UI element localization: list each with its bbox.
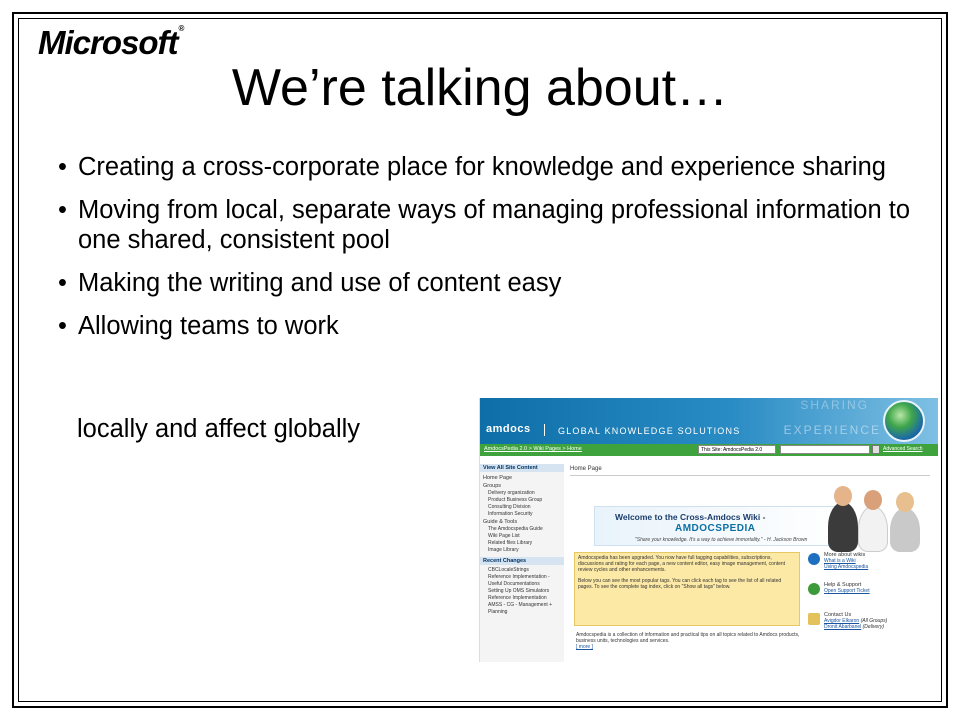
- amdocs-logo: amdocs: [486, 423, 531, 435]
- sidebar-item[interactable]: Information Security: [488, 511, 533, 517]
- person-head: [834, 486, 852, 506]
- microsoft-logo: [38, 24, 183, 62]
- contact-role: (All Groups): [860, 618, 888, 624]
- wiki-main-content: [570, 466, 935, 662]
- sidebar-item[interactable]: Reference Implementation: [488, 595, 547, 601]
- sidebar-item[interactable]: CBCLocaleStrings: [488, 567, 529, 573]
- person-head: [864, 490, 882, 510]
- breadcrumb[interactable]: AmdocsPedia 2.0 > Wiki Pages > Home: [484, 446, 582, 452]
- person-figure: [858, 506, 888, 552]
- welcome-title: Welcome to the Cross-Amdocs Wiki -: [615, 512, 766, 522]
- wiki-nav-bar: [480, 444, 938, 456]
- sidebar-home-page[interactable]: Home Page: [483, 475, 513, 481]
- sidebar-view-all[interactable]: View All Site Content: [480, 464, 564, 472]
- help-title: Help & Support: [824, 582, 862, 588]
- right-column: [806, 552, 931, 642]
- bullet-item: • Creating a cross-corporate place for knowledge and experience sharing: [58, 152, 938, 182]
- person-head: [896, 492, 914, 512]
- sidebar-item[interactable]: Delivery organization: [488, 490, 535, 496]
- sidebar-item[interactable]: Setting Up OMS Simulators: [488, 588, 550, 594]
- sidebar-recent-label[interactable]: Recent Changes: [480, 557, 564, 565]
- support-ticket-link[interactable]: Open Support Ticket: [824, 588, 870, 594]
- notice-text: Amdocspedia has been upgraded. You now have full tagging capabilities, subscriptions, discussions and rating for each page, a new content editor, easy image management, content review cycles and other enhancements.: [578, 555, 786, 574]
- contact-name[interactable]: Avigdor Elkaron: [824, 618, 860, 624]
- tags-text: Below you can see the most popular tags. You can click each tag to see the list of all related pages. To see the complete tag index, click on "Show all tags" below.: [578, 577, 782, 590]
- bullet-continuation: locally and affect globally: [77, 415, 361, 443]
- more-link[interactable]: [ more ]: [576, 644, 593, 651]
- banner-watermark-top: SHARING: [800, 398, 869, 412]
- help-block: [806, 582, 931, 604]
- sidebar-groups-label[interactable]: Groups: [483, 483, 502, 489]
- sidebar-item[interactable]: Related files Library: [488, 540, 533, 546]
- upgrade-notice: [574, 552, 800, 626]
- logo-registered-mark: ®: [178, 24, 184, 33]
- sidebar-item[interactable]: Image Library: [488, 547, 519, 553]
- bullet-item: • Making the writing and use of content easy: [58, 268, 938, 298]
- search-input[interactable]: [780, 445, 870, 454]
- info-icon: [808, 553, 820, 565]
- welcome-name: AMDOCSPEDIA: [675, 523, 756, 534]
- sidebar-item[interactable]: Reference Implementation - Useful Documentations: [488, 574, 550, 587]
- welcome-quote: "Share your knowledge. It's a way to achieve immortality." - H. Jackson Brown: [635, 537, 808, 543]
- wiki-banner: [480, 398, 938, 444]
- sidebar-item[interactable]: The Amdocspedia Guide: [488, 526, 543, 532]
- sidebar-item[interactable]: Wiki Page List: [488, 533, 520, 539]
- bullet-list: [58, 152, 938, 354]
- help-person-icon: [808, 583, 820, 595]
- people-photo: [822, 476, 930, 554]
- wiki-screenshot: [479, 398, 938, 662]
- globe-icon: [883, 400, 925, 442]
- wiki-sidebar: [480, 464, 564, 662]
- sidebar-item[interactable]: Product Business Group: [488, 497, 543, 503]
- wikis-block: [806, 552, 931, 574]
- logo-text: Microsoft: [38, 24, 178, 61]
- contact-name[interactable]: Dronit Abarbanel: [824, 624, 862, 630]
- sidebar-item[interactable]: AMSS - CG - Management + Planning: [488, 602, 553, 615]
- main-page-label: Home Page: [570, 466, 930, 476]
- what-is-wiki-link[interactable]: What is a Wiki: [824, 558, 856, 564]
- about-paragraph: Amdocspedia is a collection of information and practical tips on all topics related to Amdocs products, business units, technologies and services.: [576, 632, 800, 645]
- contact-card-icon: [808, 613, 820, 625]
- bullet-item: • Allowing teams to work: [58, 311, 938, 341]
- contact-title: Contact Us: [824, 612, 852, 618]
- bullet-item: • Moving from local, separate ways of managing professional information to one shared, consistent pool: [58, 195, 938, 255]
- banner-watermark-bottom: EXPERIENCE: [783, 423, 881, 437]
- search-go-icon[interactable]: [872, 445, 880, 454]
- banner-divider: [544, 424, 545, 436]
- site-scope-select[interactable]: This Site: AmdocsPedia 2.0: [698, 445, 776, 454]
- welcome-banner: [594, 506, 844, 546]
- contact-role: (Delivery): [862, 624, 885, 630]
- contact-row: [824, 624, 931, 630]
- sidebar-guide-label[interactable]: Guide & Tools: [483, 519, 518, 525]
- using-amdocspedia-link[interactable]: Using Amdocspedia: [824, 564, 869, 570]
- about-text: [576, 632, 802, 651]
- wikis-title: More about wikis: [824, 552, 866, 558]
- contact-block: [806, 612, 931, 634]
- banner-tagline: GLOBAL KNOWLEDGE SOLUTIONS: [558, 426, 741, 436]
- person-figure: [890, 508, 920, 552]
- sidebar-item[interactable]: Consulting Division: [488, 504, 531, 510]
- advanced-search-link[interactable]: Advanced Search: [883, 446, 923, 452]
- slide-title: We’re talking about…: [231, 59, 729, 117]
- person-figure: [828, 502, 858, 552]
